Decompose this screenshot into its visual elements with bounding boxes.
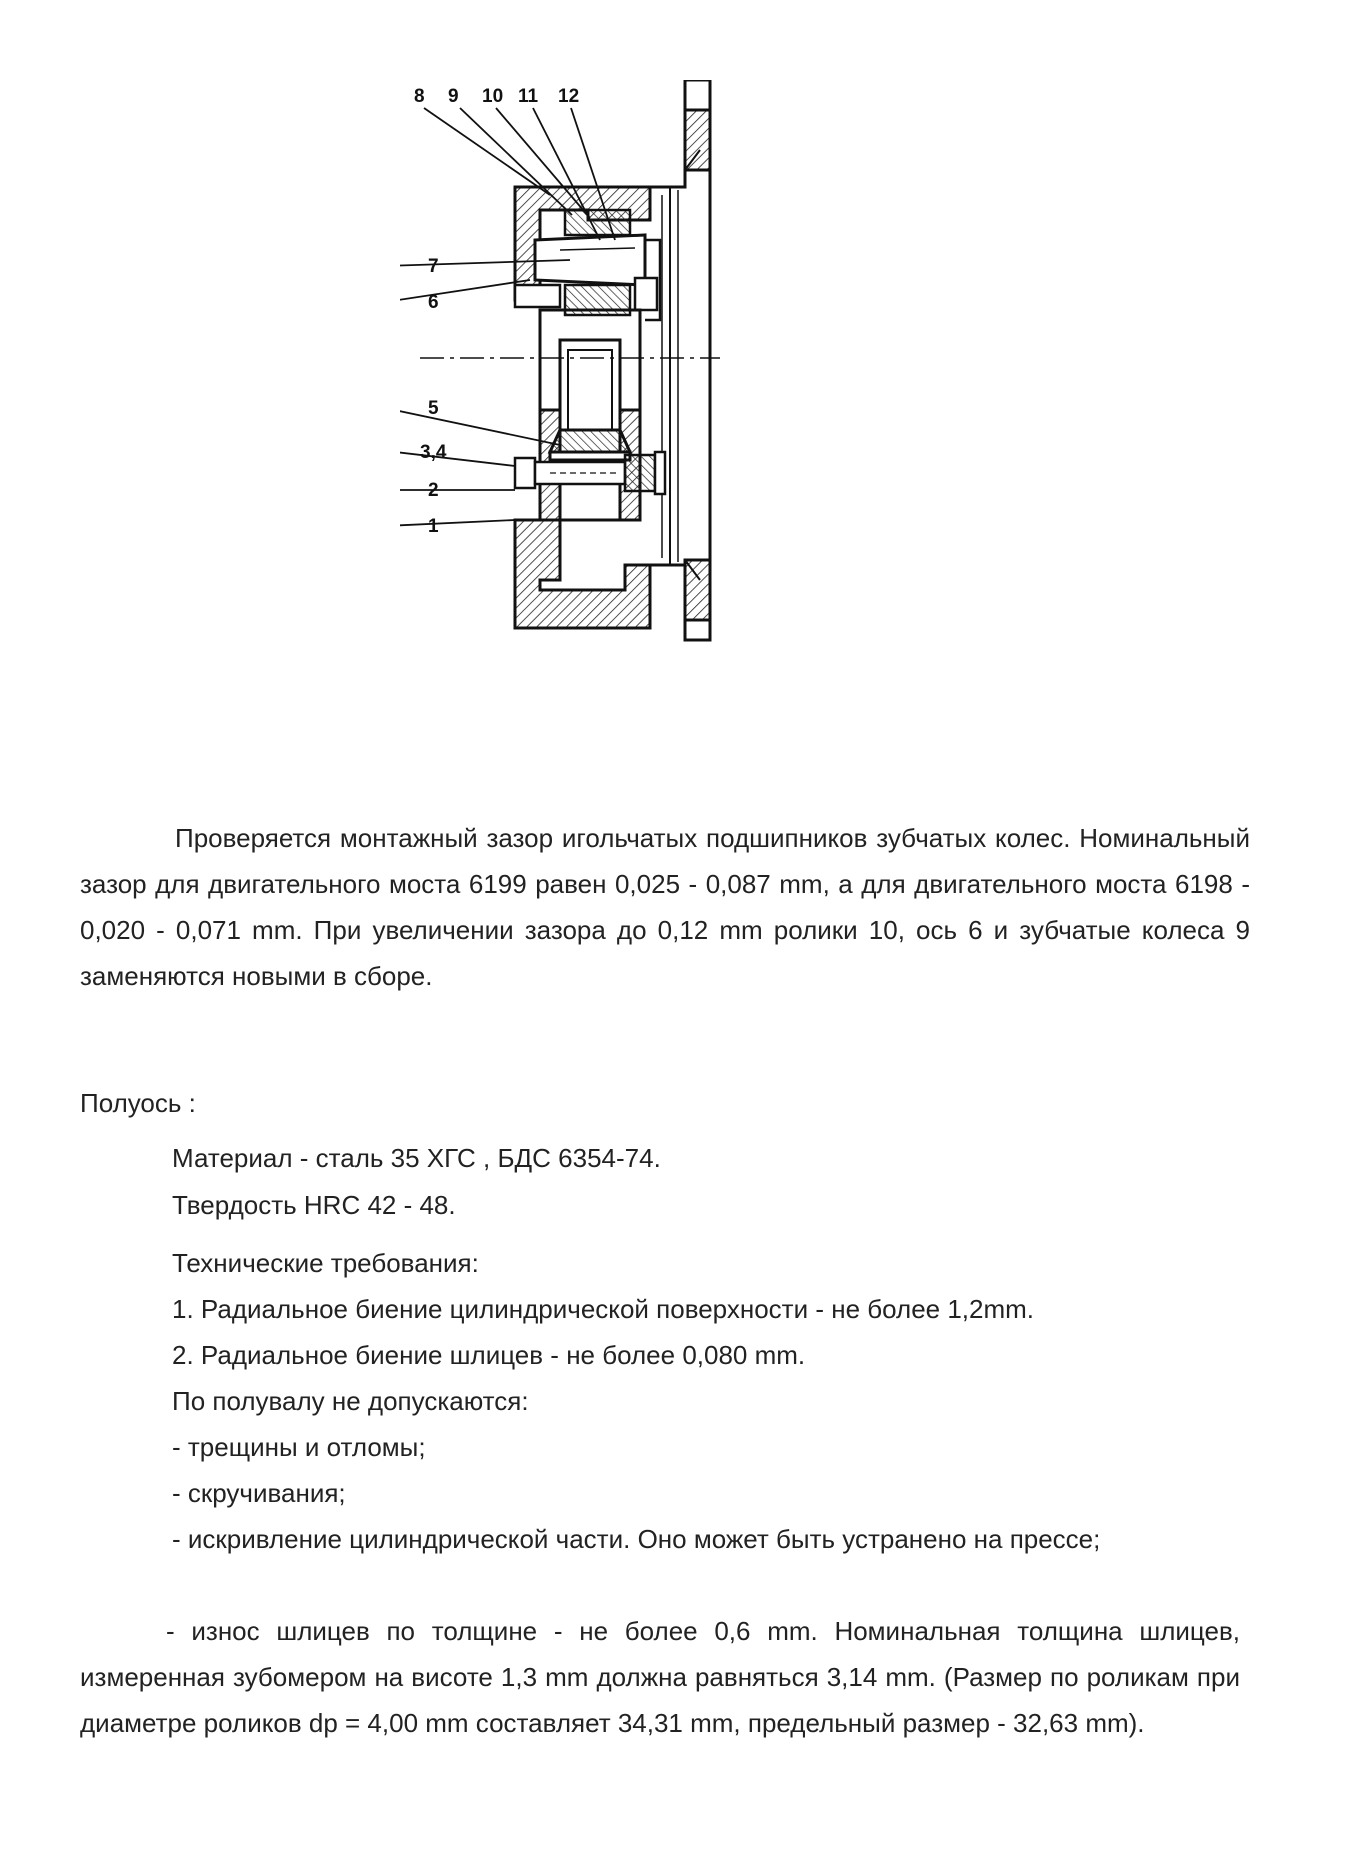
section-title: Полуось : — [80, 1088, 196, 1118]
hardness-line: Твердость HRC 42 - 48. — [172, 1190, 456, 1220]
callout-6: 6 — [428, 292, 439, 313]
defect-bending: - искривление цилиндрической части. Оно может быть устранено на прессе; — [172, 1524, 1101, 1554]
defect-wear: - износ шлицев по толщине - не более 0,6 mm. Номинальная толщина шлицев, измеренная зубомером на висоте 1,3 mm должна равняться 3,14 mm. (Размер по роликам при диаметре роликов dp = 4,00 mm составляет 34,31 mm, предельный размер - 32,63 mm). — [80, 1616, 1240, 1738]
requirement-item: 2. Радиальное биение шлицев - не более 0,080 mm. — [172, 1340, 806, 1370]
requirement-item: 1. Радиальное биение цилиндрической поверхности - не более 1,2mm. — [172, 1294, 1035, 1324]
callout-7: 7 — [428, 256, 439, 277]
callout-9: 9 — [448, 86, 459, 107]
flange — [650, 80, 710, 640]
callout-12: 12 — [558, 86, 580, 107]
defects-title: По полувалу не допускаются: — [172, 1386, 529, 1416]
callout-8: 8 — [414, 86, 425, 107]
callout-2: 2 — [428, 480, 439, 501]
callout-5: 5 — [428, 398, 439, 419]
callout-11: 11 — [518, 86, 539, 107]
requirements-title: Технические требования: — [172, 1248, 479, 1278]
callout-labels — [414, 86, 579, 107]
material-line: Материал - сталь 35 ХГС , БДС 6354-74. — [172, 1143, 661, 1173]
drawing-side-labels — [420, 250, 480, 650]
callout-3-4: 3,4 — [420, 442, 447, 463]
callout-10: 10 — [482, 86, 504, 107]
defect-item: - скручивания; — [172, 1478, 346, 1508]
callout-1: 1 — [428, 516, 439, 537]
defect-item: - трещины и отломы; — [172, 1432, 426, 1462]
intro-paragraph: Проверяется монтажный зазор игольчатых подшипников зубчатых колес. Номинальный зазор для двигательного моста 6199 равен 0,025 - 0,087 mm, а для двигательного моста 6198 - 0,020 - 0,071 mm. При увеличении зазора до 0,12 mm ролики 10, ось 6 и зубчатые колеса 9 заменяются новыми в сборе. — [80, 823, 1250, 991]
